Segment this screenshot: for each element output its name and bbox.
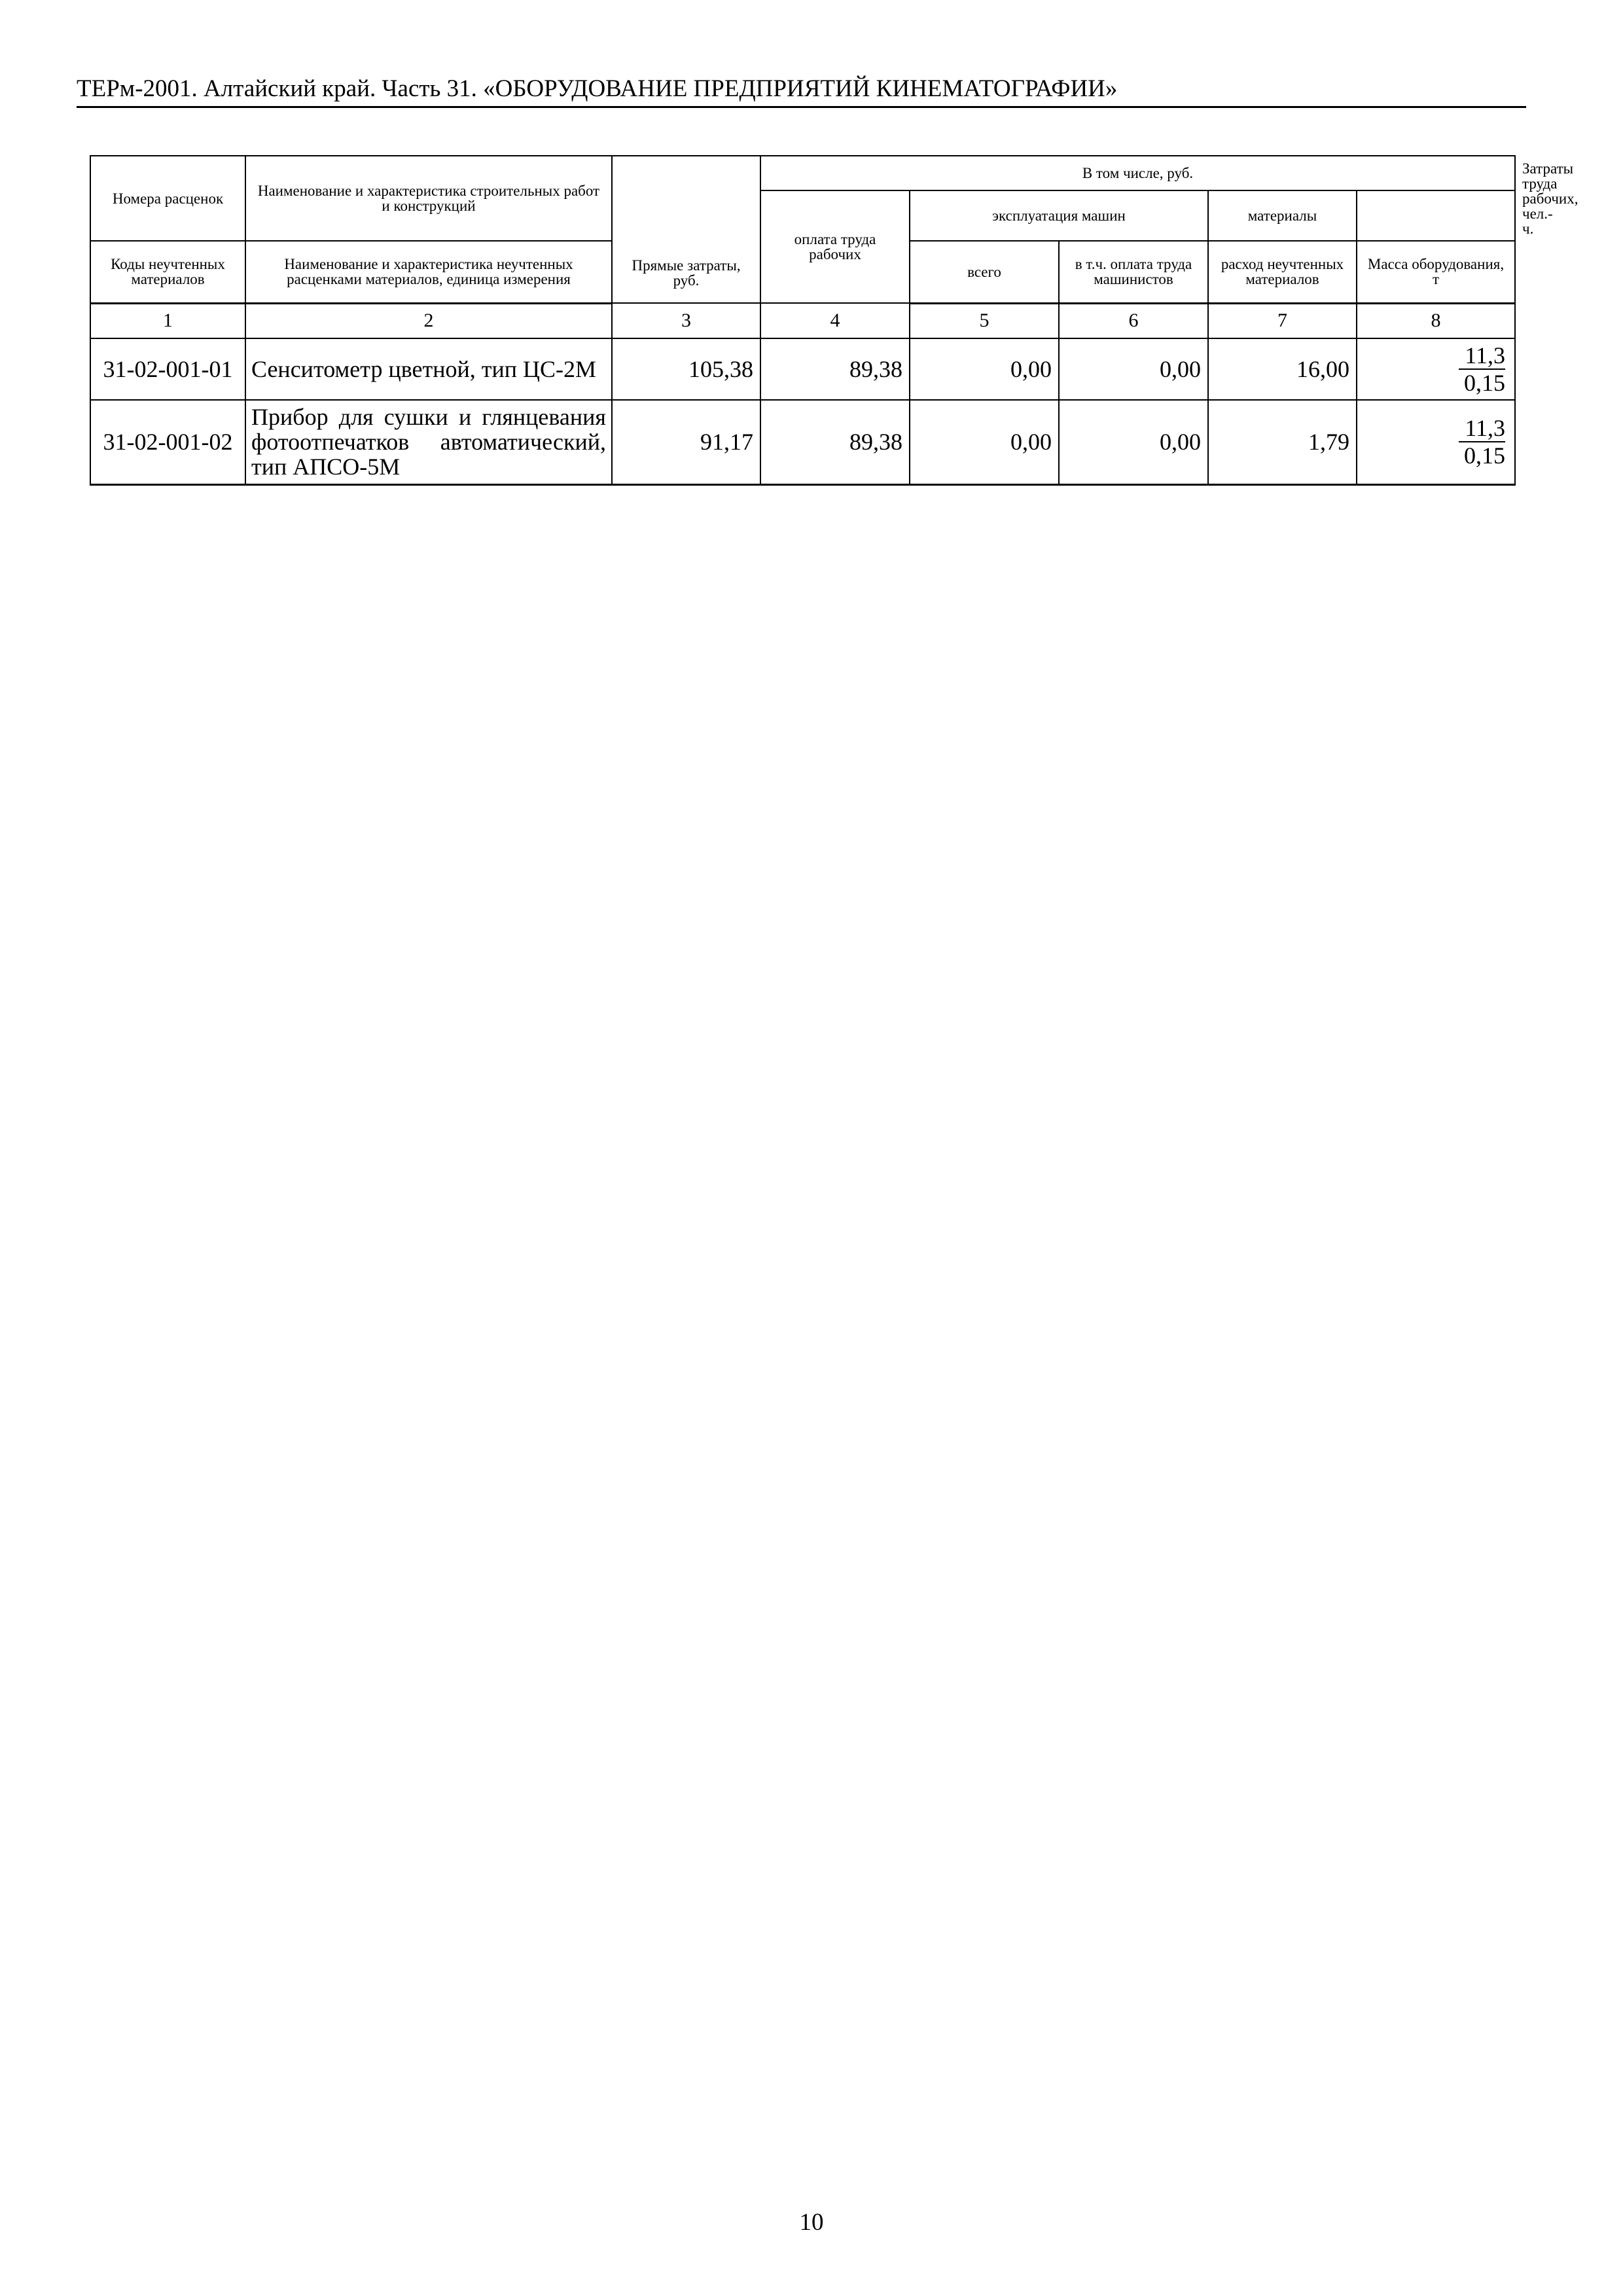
column-number: 2 bbox=[245, 303, 612, 338]
table-row bbox=[90, 338, 1515, 400]
worker-pay-value: 89,38 bbox=[760, 338, 910, 400]
header-materials: материалы bbox=[1208, 190, 1357, 241]
rates-table: Номера расценок Наименование и характеристика строительных работ и конструкций Прямые затраты, руб. В том числе, руб. Затраты труда рабочих, чел.-ч. оплата труда рабочих эксплуатация машин материалы Коды неучтенных материалов Наименование и характеристика неучтенных расценками материалов, единица измерения всего в т.ч. оплата труда машинистов расход неучтенных материалов Масса оборудования, т 1 2 3 4 5 6 7 8 31-02-001-01 Сенситометр цветной, тип ЦС-2М 105,38 89,38 0,00 0,00 16,00 $\frac{11,3}{0,15}$ 31-02-001-02 Прибор для сушки и глянцевания фотоотпечатков автоматический, тип АПСО-5М 91,17 89,38 0,00 0,00 1,79 $\frac{11,3}{0,15}$ bbox=[90, 155, 1516, 486]
column-number: 5 bbox=[910, 303, 1059, 338]
header-material-codes: Коды неучтенных материалов bbox=[90, 241, 245, 303]
column-number: 1 bbox=[90, 303, 245, 338]
machines-total-value: 0,00 bbox=[910, 400, 1059, 485]
column-number: 8 bbox=[1357, 303, 1515, 338]
machines-total-value: 0,00 bbox=[910, 338, 1059, 400]
rate-code: 31-02-001-02 bbox=[90, 400, 245, 485]
column-number: 7 bbox=[1208, 303, 1357, 338]
direct-costs-value: 105,38 bbox=[612, 338, 760, 400]
worker-pay-value: 89,38 bbox=[760, 400, 910, 485]
rate-code: 31-02-001-01 bbox=[90, 338, 245, 400]
operator-pay-value: 0,00 bbox=[1059, 338, 1208, 400]
mass-value: 0,15 bbox=[1464, 369, 1505, 396]
rate-name: Сенситометр цветной, тип ЦС-2М bbox=[245, 338, 612, 400]
page-header: ТЕРм-2001. Алтайский край. Часть 31. «ОБОРУДОВАНИЕ ПРЕДПРИЯТИЙ КИНЕМАТОГРАФИИ» bbox=[77, 73, 1526, 108]
table-row bbox=[90, 400, 1515, 485]
header-machines-total: всего bbox=[910, 241, 1059, 303]
column-numbers-row bbox=[90, 303, 1515, 338]
header-machine-operation: эксплуатация машин bbox=[910, 190, 1208, 241]
header-rate-numbers: Номера расценок bbox=[90, 156, 245, 241]
rate-name: Прибор для сушки и глянцевания фотоотпечатков автоматический, тип АПСО-5М bbox=[245, 400, 612, 485]
header-material-name: Наименование и характеристика неучтенных расценками материалов, единица измерения bbox=[245, 241, 612, 303]
column-number: 6 bbox=[1059, 303, 1208, 338]
column-number: 3 bbox=[612, 303, 760, 338]
header-including: В том числе, руб. bbox=[760, 156, 1515, 190]
header-worker-pay: оплата труда рабочих bbox=[760, 190, 910, 303]
header-operator-pay: в т.ч. оплата труда машинистов bbox=[1059, 241, 1208, 303]
labor-mass-fraction bbox=[1357, 400, 1515, 485]
page-number: 10 bbox=[799, 2209, 824, 2236]
labor-mass-fraction bbox=[1357, 338, 1515, 400]
direct-costs-value: 91,17 bbox=[612, 400, 760, 485]
labor-value: 11,3 bbox=[1459, 342, 1505, 370]
header-work-name: Наименование и характеристика строительных работ и конструкций bbox=[245, 156, 612, 241]
materials-value: 1,79 bbox=[1208, 400, 1357, 485]
header-material-consumption: расход неучтенных материалов bbox=[1208, 241, 1357, 303]
materials-value: 16,00 bbox=[1208, 338, 1357, 400]
labor-value: 11,3 bbox=[1459, 415, 1505, 442]
operator-pay-value: 0,00 bbox=[1059, 400, 1208, 485]
header-direct-costs: Прямые затраты, руб. bbox=[612, 156, 760, 303]
column-number: 4 bbox=[760, 303, 910, 338]
mass-value: 0,15 bbox=[1464, 442, 1505, 469]
header-equipment-mass: Масса оборудования, т bbox=[1357, 241, 1515, 303]
